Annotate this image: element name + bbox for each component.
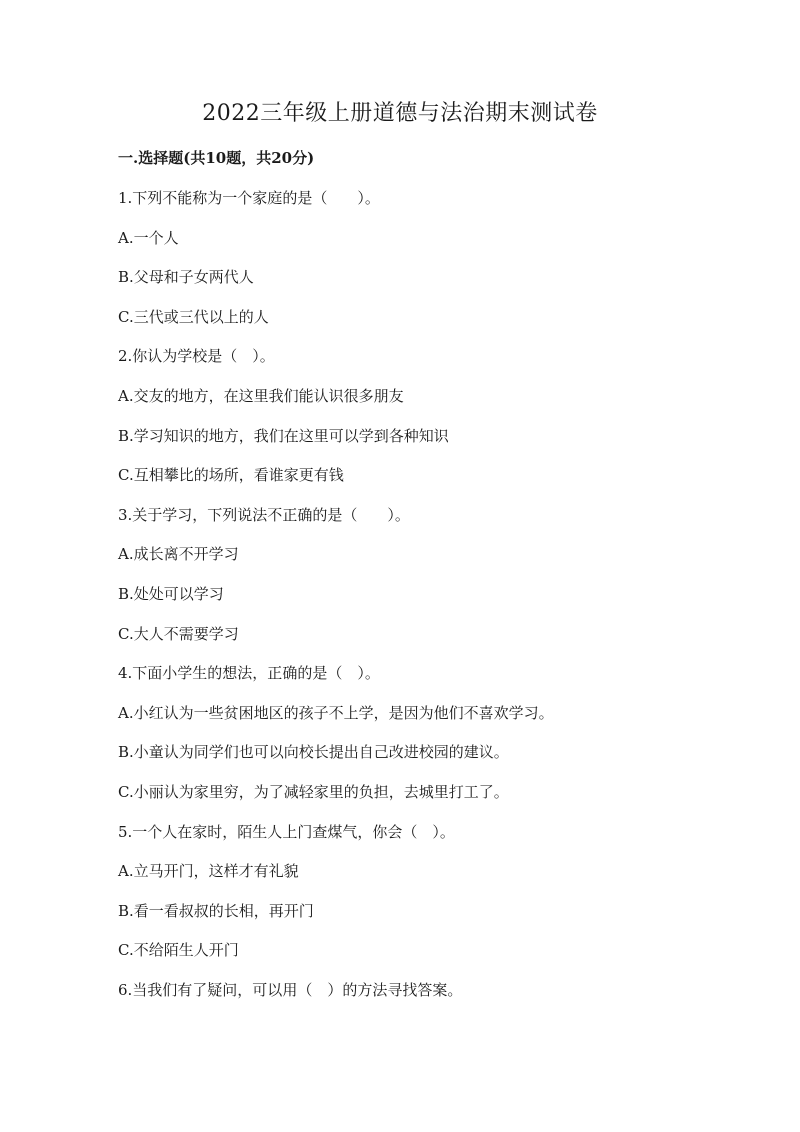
page-title: 2022三年级上册道德与法治期末测试卷: [202, 101, 598, 126]
question-4-option-c: C.小丽认为家里穷，为了减轻家里的负担，去城里打工了。: [118, 782, 509, 801]
question-5-option-a: A.立马开门，这样才有礼貌: [118, 862, 299, 881]
question-4-option-a: A.小红认为一些贫困地区的孩子不上学，是因为他们不喜欢学习。: [118, 703, 554, 722]
question-1-stem: 1.下列不能称为一个家庭的是（ ）。: [118, 189, 380, 207]
question-2-option-a: A.交友的地方，在这里我们能认识很多朋友: [118, 386, 404, 405]
question-3-option-b: B.处处可以学习: [118, 584, 224, 603]
question-1-option-a: A.一个人: [118, 228, 179, 247]
question-6-stem: 6.当我们有了疑问，可以用（ ）的方法寻找答案。: [118, 980, 463, 999]
question-list: [118, 186, 738, 1017]
question-5-stem: 5.一个人在家时，陌生人上门查煤气，你会（ ）。: [118, 822, 455, 841]
question-2-stem: 2.你认为学校是（ ）。: [118, 347, 275, 366]
question-3-stem: 3.关于学习，下列说法不正确的是（ ）。: [118, 505, 410, 524]
section-heading: 一.选择题(共10题，共20分): [118, 149, 315, 167]
question-2-option-b: B.学习知识的地方，我们在这里可以学到各种知识: [118, 426, 449, 445]
question-3-option-a: A.成长离不开学习: [118, 545, 239, 564]
question-5-option-c: C.不给陌生人开门: [118, 941, 239, 960]
question-4-stem: 4.下面小学生的想法，正确的是（ ）。: [118, 664, 380, 683]
question-4-option-b: B.小童认为同学们也可以向校长提出自己改进校园的建议。: [118, 743, 509, 762]
question-1-option-c: C.三代或三代以上的人: [118, 307, 269, 326]
question-3-option-c: C.大人不需要学习: [118, 624, 239, 643]
question-5-option-b: B.看一看叔叔的长相，再开门: [118, 901, 314, 920]
question-1-option-b: B.父母和子女两代人: [118, 268, 254, 287]
question-2-option-c: C.互相攀比的场所，看谁家更有钱: [118, 466, 344, 485]
